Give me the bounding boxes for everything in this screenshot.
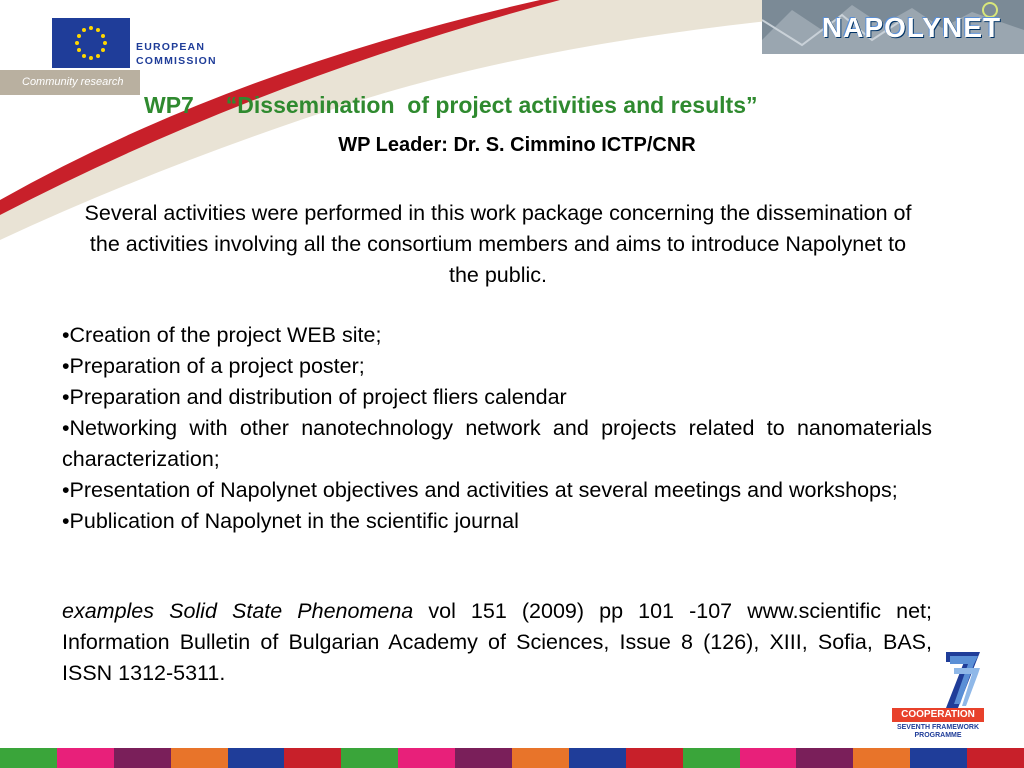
list-item: •Networking with other nanotechnology network and projects related to nanomaterials characterization; (62, 416, 932, 471)
color-stripe (626, 748, 683, 768)
color-stripe (341, 748, 398, 768)
color-stripe (740, 748, 797, 768)
color-stripes-footer (0, 748, 1024, 768)
seventh-framework-label: SEVENTH FRAMEWORK PROGRAMME (896, 724, 980, 739)
list-item: •Creation of the project WEB site; (62, 323, 382, 347)
color-stripe (57, 748, 114, 768)
eu-line2: COMMISSION (136, 55, 217, 67)
napolynet-logo (762, 0, 1024, 54)
examples-paragraph (62, 596, 932, 689)
color-stripe (455, 748, 512, 768)
color-stripe (910, 748, 967, 768)
color-stripe (569, 748, 626, 768)
color-stripe (0, 748, 57, 768)
color-stripe (967, 748, 1024, 768)
color-stripe (512, 748, 569, 768)
color-stripe (796, 748, 853, 768)
intro-paragraph: Several activities were performed in this work package concerning the dissemination of the activities involving all the consortium members and aims to introduce Napolynet to the public. (84, 201, 912, 287)
color-stripe (114, 748, 171, 768)
wp-leader: WP Leader: Dr. S. Cimmino ICTP/CNR (338, 134, 696, 156)
eu-commission-label (136, 40, 217, 68)
list-item: •Preparation of a project poster; (62, 354, 365, 378)
color-stripe (853, 748, 910, 768)
examples-details: vol 151 (2009) pp 101 -107 www.scientific net; Information Bulletin of Bulgarian Academy of Sciences, Issue 8 (126), XIII, Sofia, BAS, ISSN 1312-5311. (62, 599, 932, 685)
color-stripe (683, 748, 740, 768)
list-item: •Publication of Napolynet in the scientific journal (62, 509, 519, 533)
color-stripe (171, 748, 228, 768)
examples-journal: examples Solid State Phenomena (62, 599, 414, 623)
community-research-label: Community research (22, 76, 124, 88)
activities-list (62, 320, 932, 537)
eu-line1: EUROPEAN (136, 41, 206, 53)
list-item: •Preparation and distribution of project fliers calendar (62, 385, 567, 409)
color-stripe (228, 748, 285, 768)
napolynet-wordmark: NAPOLYNET (822, 12, 1002, 43)
cooperation-badge: COOPERATION (892, 708, 984, 722)
color-stripe (284, 748, 341, 768)
color-stripe (398, 748, 455, 768)
list-item: •Presentation of Napolynet objectives and activities at several meetings and workshops; (62, 478, 898, 502)
slide-title: WP7 “Dissemination of project activities and results” (144, 92, 758, 118)
eu-flag-logo (52, 18, 130, 68)
